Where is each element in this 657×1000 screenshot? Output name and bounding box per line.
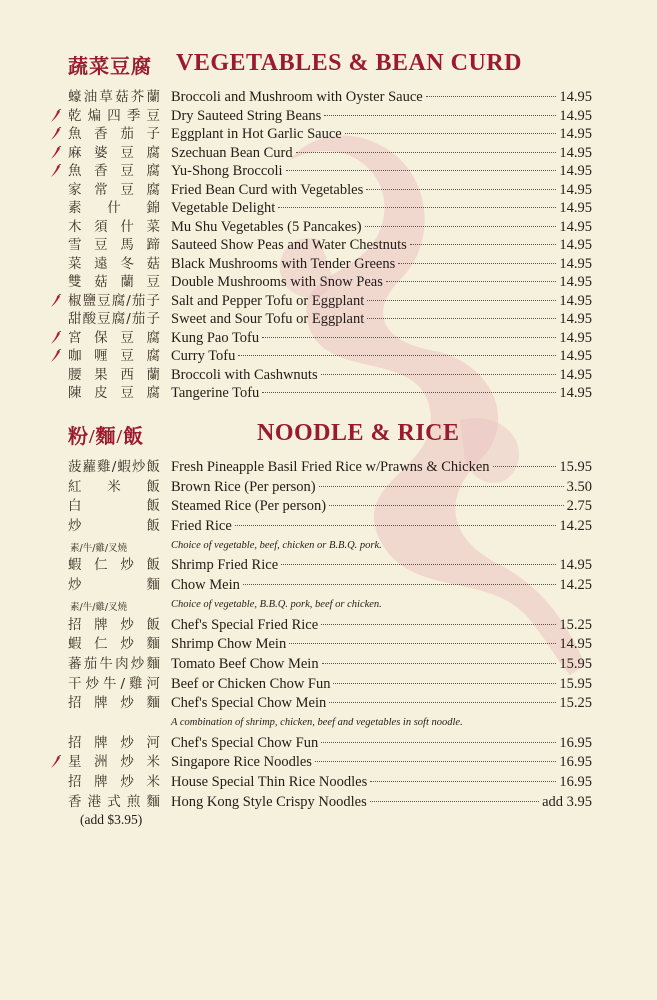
noodles-header (0, 414, 657, 458)
item-name-cn: 宮保豆腐 (68, 329, 160, 346)
menu-item (0, 458, 657, 478)
menu-item (0, 366, 657, 385)
menu-note (0, 596, 657, 616)
menu-item (0, 125, 657, 144)
item-line (171, 458, 592, 476)
menu-item (0, 107, 657, 126)
dot-leader (367, 300, 556, 301)
dot-leader (278, 207, 556, 208)
item-line (171, 556, 592, 574)
item-line (171, 497, 592, 515)
item-name-en: Curry Tofu (171, 348, 236, 364)
footnote: (add $3.95) (80, 812, 143, 828)
item-price: 14.95 (559, 89, 592, 105)
item-price: 14.95 (559, 107, 592, 124)
menu-item (0, 773, 657, 793)
menu-item (0, 655, 657, 675)
item-name-cn: 蝦仁炒麵 (68, 636, 160, 653)
item-price: 14.95 (559, 218, 592, 235)
item-name-cn: 甜酸豆腐/茄子 (68, 311, 160, 327)
item-line (171, 310, 592, 328)
dot-leader (289, 643, 556, 644)
item-name-en: Broccoli with Cashwnuts (171, 366, 318, 383)
dot-leader (321, 742, 556, 743)
chili-pepper-icon (50, 146, 62, 160)
item-name-cn: 雙菇蘭豆 (68, 274, 160, 290)
item-line (171, 273, 592, 291)
item-price: 16.95 (559, 754, 592, 771)
item-name-en: Broccoli and Mushroom with Oyster Sauce (171, 89, 423, 105)
chili-pepper-icon (50, 755, 62, 769)
item-price: 14.95 (559, 126, 592, 142)
item-name-en: Singapore Rice Noodles (171, 754, 312, 771)
menu-item (0, 793, 657, 813)
item-price: 15.25 (559, 695, 592, 712)
item-line (171, 236, 592, 254)
item-price: 15.95 (559, 675, 592, 692)
item-name-en: Fresh Pineapple Basil Fried Rice w/Prawns & Chicken (171, 459, 490, 475)
menu-item (0, 478, 657, 498)
item-name-en: Shrimp Chow Mein (171, 636, 287, 653)
item-name-cn: 招牌炒米 (68, 774, 160, 790)
item-name-cn: 魚香豆腐 (68, 163, 160, 179)
item-line (171, 125, 592, 143)
dot-leader (365, 226, 557, 227)
dot-leader (370, 781, 556, 782)
item-name-en: Salt and Pepper Tofu or Eggplant (171, 292, 365, 309)
item-line (171, 675, 592, 693)
item-name-en: Mu Shu Vegetables (5 Pancakes) (171, 218, 362, 235)
item-name-cn: 麻婆豆腐 (68, 144, 160, 161)
note-cn: 素/牛/雞/叉燒 (70, 542, 128, 554)
menu-item (0, 734, 657, 754)
item-line (171, 616, 592, 634)
dot-leader (321, 624, 556, 625)
item-price: 14.95 (559, 348, 592, 364)
item-line (171, 576, 592, 594)
item-name-cn: 白飯 (68, 498, 160, 515)
item-line (171, 88, 592, 106)
item-name-cn: 魚香茄子 (68, 126, 160, 142)
item-name-en: Fried Bean Curd with Vegetables (171, 181, 364, 198)
item-price: 14.95 (559, 200, 592, 216)
dot-leader (345, 133, 557, 134)
item-line (171, 199, 592, 217)
item-name-cn: 咖喱豆腐 (68, 348, 160, 364)
item-price: 14.95 (559, 144, 592, 161)
item-price: 14.95 (559, 163, 592, 179)
item-name-en: Dry Sauteed String Beans (171, 107, 322, 124)
item-name-cn: 招牌炒飯 (68, 616, 160, 633)
item-line (171, 218, 592, 236)
dot-leader (329, 702, 556, 703)
item-line (171, 635, 592, 653)
dot-leader (333, 683, 556, 684)
vegetables-section (0, 44, 657, 403)
menu-item (0, 144, 657, 163)
dot-leader (322, 663, 557, 664)
item-price: 15.95 (559, 655, 592, 672)
item-line (171, 347, 592, 365)
item-price: 14.95 (559, 385, 592, 401)
menu-item (0, 556, 657, 576)
item-name-cn: 紅米飯 (68, 478, 160, 495)
item-line (171, 107, 592, 125)
dot-leader (329, 505, 564, 506)
item-line (171, 384, 592, 402)
item-name-cn: 蕃茄牛肉炒麵 (68, 655, 160, 672)
item-name-cn: 蝦仁炒飯 (68, 557, 160, 574)
item-name-cn: 素什錦 (68, 200, 160, 216)
item-price: add 3.95 (542, 793, 592, 810)
menu-item (0, 255, 657, 274)
menu-item (0, 753, 657, 773)
item-name-en: Fried Rice (171, 518, 232, 535)
menu-item (0, 181, 657, 200)
item-line (171, 734, 592, 752)
vegetables-header (0, 44, 657, 88)
item-name-cn: 木須什菜 (68, 218, 160, 235)
noodles-title-en: NOODLE & RICE (257, 420, 460, 446)
menu-item (0, 347, 657, 366)
item-line (171, 162, 592, 180)
item-price: 14.95 (559, 329, 592, 346)
item-name-en: Chef's Special Chow Mein (171, 695, 327, 712)
item-name-cn: 干炒牛/雞河 (68, 675, 160, 692)
item-line (171, 694, 592, 712)
chili-pepper-icon (50, 109, 62, 123)
item-name-cn: 乾煸四季豆 (68, 107, 160, 124)
item-name-en: Chef's Special Chow Fun (171, 734, 319, 751)
item-name-en: Steamed Rice (Per person) (171, 498, 327, 515)
item-price: 16.95 (559, 734, 592, 751)
menu-item (0, 497, 657, 517)
item-line (171, 773, 592, 791)
dot-leader (426, 96, 557, 97)
chili-pepper-icon (50, 164, 62, 178)
item-name-cn: 家常豆腐 (68, 181, 160, 198)
item-line (171, 655, 592, 673)
item-line (171, 292, 592, 310)
dot-leader (286, 170, 557, 171)
menu-item (0, 329, 657, 348)
vegetables-list (0, 88, 657, 403)
noodles-list (0, 458, 657, 812)
item-name-en: Beef or Chicken Chow Fun (171, 675, 331, 692)
dot-leader (243, 584, 557, 585)
dot-leader (398, 263, 556, 264)
item-name-en: Chow Mein (171, 577, 240, 594)
dot-leader (324, 115, 556, 116)
item-price: 2.75 (566, 498, 592, 515)
menu-item (0, 384, 657, 403)
item-name-cn: 菠蘿雞/蝦炒飯 (68, 459, 160, 475)
item-price: 14.95 (559, 181, 592, 198)
vegetables-title-cn: 蔬菜豆腐 (68, 56, 152, 78)
item-price: 14.95 (559, 237, 592, 253)
item-name-cn: 椒鹽豆腐/茄子 (68, 292, 160, 309)
chili-pepper-icon (50, 294, 62, 308)
item-name-en: Double Mushrooms with Snow Peas (171, 274, 383, 290)
item-price: 14.95 (559, 557, 592, 574)
menu-item (0, 576, 657, 596)
menu-item (0, 162, 657, 181)
item-price: 3.50 (566, 478, 592, 495)
vegetables-title-en: VEGETABLES & BEAN CURD (176, 50, 522, 76)
item-name-en: Chef's Special Fried Rice (171, 616, 319, 633)
noodles-section (0, 414, 657, 828)
item-name-cn: 星洲炒米 (68, 754, 160, 771)
menu-item (0, 635, 657, 655)
menu-item (0, 310, 657, 329)
dot-leader (281, 564, 556, 565)
item-name-cn: 蠔油草菇芥蘭 (68, 89, 160, 105)
dot-leader (370, 801, 539, 802)
dot-leader (386, 281, 557, 282)
item-name-cn: 腰果西蘭 (68, 366, 160, 383)
item-name-en: Sauteed Show Peas and Water Chestnuts (171, 237, 407, 253)
item-name-en: House Special Thin Rice Noodles (171, 774, 368, 790)
item-name-en: Tangerine Tofu (171, 385, 260, 401)
item-name-en: Black Mushrooms with Tender Greens (171, 255, 396, 272)
menu-item (0, 616, 657, 636)
menu-item (0, 236, 657, 255)
noodles-title-cn: 粉/麵/飯 (68, 426, 145, 448)
menu-item (0, 218, 657, 237)
item-price: 14.95 (559, 636, 592, 653)
item-name-en: Sweet and Sour Tofu or Eggplant (171, 311, 365, 327)
item-line (171, 478, 592, 496)
item-line (171, 753, 592, 771)
item-line (171, 181, 592, 199)
dot-leader (321, 374, 557, 375)
dot-leader (262, 337, 556, 338)
item-name-cn: 陳皮豆腐 (68, 385, 160, 401)
chili-pepper-icon (50, 331, 62, 345)
item-price: 16.95 (559, 774, 592, 790)
item-name-en: Eggplant in Hot Garlic Sauce (171, 126, 342, 142)
menu-item (0, 517, 657, 537)
item-price: 15.95 (559, 459, 592, 475)
item-price: 14.25 (559, 577, 592, 594)
chili-pepper-icon (50, 127, 62, 141)
item-name-en: Shrimp Fried Rice (171, 557, 279, 574)
menu-item (0, 273, 657, 292)
note-en: Choice of vegetable, beef, chicken or B.B.Q. pork. (171, 539, 382, 551)
dot-leader (493, 466, 557, 467)
menu-item (0, 694, 657, 714)
dot-leader (367, 318, 556, 319)
dot-leader (235, 525, 557, 526)
dot-leader (315, 761, 556, 762)
chili-pepper-icon (50, 349, 62, 363)
item-line (171, 366, 592, 384)
item-price: 14.25 (559, 518, 592, 535)
dot-leader (238, 355, 556, 356)
note-cn: 素/牛/雞/叉燒 (70, 601, 128, 613)
item-price: 14.95 (559, 255, 592, 272)
item-name-en: Tomato Beef Chow Mein (171, 655, 319, 672)
item-name-en: Brown Rice (Per person) (171, 478, 316, 495)
dot-leader (296, 152, 557, 153)
item-name-en: Szechuan Bean Curd (171, 144, 293, 161)
item-name-en: Kung Pao Tofu (171, 329, 260, 346)
item-price: 14.95 (559, 311, 592, 327)
item-price: 15.25 (559, 616, 592, 633)
note-en: Choice of vegetable, B.B.Q. pork, beef or chicken. (171, 598, 382, 610)
item-name-en: Yu-Shong Broccoli (171, 163, 283, 179)
item-line (171, 793, 592, 811)
item-line (171, 255, 592, 273)
item-name-cn: 炒麵 (68, 577, 160, 594)
item-price: 14.95 (559, 366, 592, 383)
menu-item (0, 675, 657, 695)
dot-leader (262, 392, 556, 393)
item-line (171, 329, 592, 347)
item-name-cn: 雪豆馬蹄 (68, 237, 160, 253)
menu-note (0, 714, 657, 734)
dot-leader (410, 244, 557, 245)
item-name-cn: 招牌炒河 (68, 734, 160, 751)
item-name-cn: 招牌炒麵 (68, 695, 160, 712)
item-name-en: Vegetable Delight (171, 200, 276, 216)
item-name-en: Hong Kong Style Crispy Noodles (171, 793, 367, 810)
item-line (171, 144, 592, 162)
item-price: 14.95 (559, 292, 592, 309)
note-en: A combination of shrimp, chicken, beef and vegetables in soft noodle. (171, 716, 463, 728)
dot-leader (366, 189, 556, 190)
item-name-cn: 菜遠冬菇 (68, 255, 160, 272)
item-line (171, 517, 592, 535)
menu-item (0, 199, 657, 218)
item-name-cn: 炒飯 (68, 518, 160, 535)
menu-item (0, 292, 657, 311)
item-name-cn: 香港式煎麵 (68, 793, 160, 810)
dot-leader (319, 486, 564, 487)
item-price: 14.95 (559, 274, 592, 290)
menu-item (0, 88, 657, 107)
menu-note (0, 537, 657, 557)
